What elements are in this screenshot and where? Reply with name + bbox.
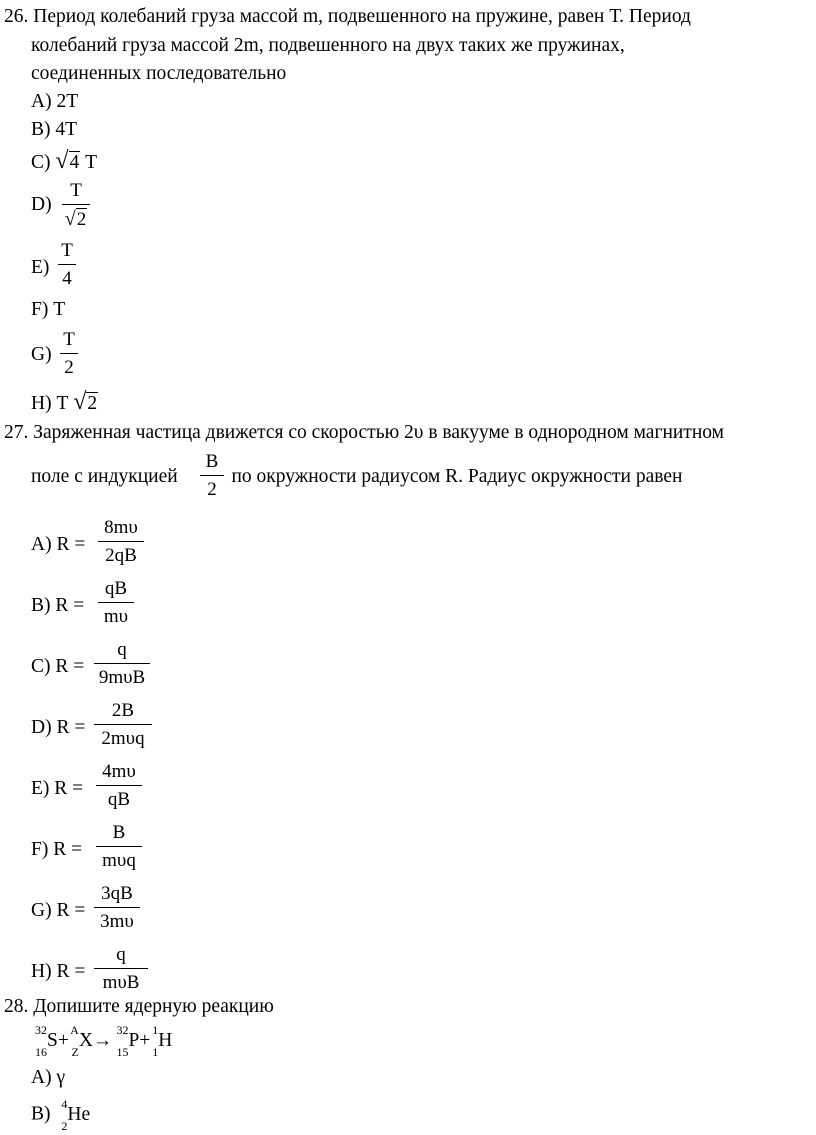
fraction-bar — [58, 264, 76, 265]
q26-option-e-label: E) — [31, 257, 50, 278]
q26-option-d[interactable] — [31, 193, 52, 217]
fraction-bar — [96, 785, 142, 786]
q26-option-c-sqrt — [55, 149, 80, 175]
q28-s-symbol: S+ — [47, 1030, 69, 1051]
q27-option-g-fraction — [94, 883, 140, 933]
mass-number: 32 — [35, 1023, 47, 1037]
fraction-bar — [98, 602, 134, 603]
q27-option-f-denominator: mυq — [102, 850, 136, 871]
q26-number: 26. — [4, 6, 29, 27]
q27-option-a-fraction — [98, 517, 144, 567]
q27-text-2-after: по окружности радиусом R. Радиус окружности равен — [231, 466, 683, 487]
q27-option-g-denominator: 3mυ — [100, 911, 134, 932]
q27-option-f-label: F) R = — [31, 839, 83, 860]
q26-option-f[interactable]: F) Т — [31, 299, 66, 320]
q26-option-c-after: Т — [85, 152, 98, 173]
q28-option-a-value: γ — [56, 1067, 66, 1088]
q27-option-a-numerator: 8mυ — [104, 517, 138, 538]
q27-option-g-label: G) R = — [31, 900, 86, 921]
q27-option-f[interactable] — [31, 838, 82, 862]
q27-option-h-numerator: q — [116, 944, 126, 965]
atomic-number: 2 — [61, 1119, 68, 1133]
fraction-bar — [94, 907, 140, 908]
q26-option-c-label: С) — [31, 152, 51, 173]
q26-option-c[interactable] — [31, 149, 97, 175]
q26-option-d-fraction — [62, 180, 90, 231]
q26-option-d-label: D) — [31, 194, 52, 215]
q26-option-g[interactable] — [31, 343, 52, 367]
q27-induction-numerator: B — [205, 451, 219, 472]
q28-option-b-label: В) — [31, 1103, 51, 1125]
sqrt-icon: √ — [73, 389, 87, 415]
q27-option-b-label: B) R = — [31, 595, 85, 616]
q27-option-c-fraction — [94, 639, 150, 689]
fraction-bar — [94, 968, 148, 969]
q27-option-a-label: A) R = — [31, 534, 86, 555]
q27-option-b-denominator: mυ — [103, 606, 129, 627]
q28-line-1 — [4, 995, 274, 1019]
q27-option-b[interactable] — [31, 594, 84, 618]
q26-option-h-sqrt — [73, 390, 98, 416]
mass-number: 4 — [61, 1097, 68, 1111]
atomic-number: 1 — [152, 1045, 159, 1059]
q26-option-d-radicand: 2 — [76, 209, 87, 230]
fraction-bar — [60, 353, 78, 354]
q27-text-1: Заряженная частица движется со скоростью 2υ в вакууме в однородном магнитном — [33, 422, 724, 443]
q27-line-2 — [31, 465, 682, 489]
q27-option-h-fraction — [94, 944, 148, 994]
q27-option-c-label: C) R = — [31, 656, 85, 677]
q27-option-a[interactable] — [31, 533, 85, 557]
q26-line-2: колебаний груза массой 2m, подвешенного на двух таких же пружинах, — [31, 35, 625, 56]
q26-line-1 — [4, 5, 691, 29]
q28-option-b[interactable] — [31, 1097, 91, 1133]
q27-option-e-denominator: qB — [107, 789, 131, 810]
q27-option-e-label: E) R = — [31, 778, 84, 799]
q26-option-d-denominator — [62, 208, 90, 231]
q27-option-d-denominator: 2mυq — [101, 728, 145, 749]
q28-p-symbol: P+ — [128, 1030, 151, 1051]
q28-reaction — [31, 1023, 173, 1059]
q26-option-e-denominator: 4 — [62, 268, 72, 289]
fraction-bar — [62, 204, 90, 205]
mass-number: A — [70, 1023, 79, 1037]
fraction-bar — [200, 475, 224, 476]
fraction-bar — [98, 541, 144, 542]
q28-x-symbol: X→ — [78, 1030, 113, 1051]
q27-option-g-numerator: 3qB — [101, 883, 133, 904]
mass-number: 1 — [152, 1023, 159, 1037]
q26-option-h-radicand: 2 — [87, 393, 98, 414]
atomic-number: 15 — [116, 1045, 129, 1059]
mass-number: 32 — [116, 1023, 129, 1037]
q27-option-c[interactable] — [31, 655, 84, 679]
atomic-number: Z — [71, 1045, 79, 1059]
q28-text: Допишите ядерную реакцию — [33, 996, 274, 1017]
fraction-bar — [96, 846, 142, 847]
q27-option-h[interactable] — [31, 960, 85, 984]
q26-option-c-radicand: 4 — [69, 152, 80, 173]
q27-option-h-denominator: mυB — [102, 972, 140, 993]
q27-option-e-numerator: 4mυ — [102, 761, 136, 782]
q27-line-1 — [4, 421, 724, 445]
sqrt-icon: √ — [64, 208, 76, 230]
q26-option-e[interactable] — [31, 256, 49, 280]
q28-h-isotope — [150, 1023, 159, 1059]
q27-option-c-numerator: q — [117, 639, 127, 660]
q28-p-isotope — [112, 1023, 129, 1059]
q27-option-g[interactable] — [31, 899, 85, 923]
q28-s-isotope — [31, 1023, 47, 1059]
q27-text-2-before: поле с индукцией — [31, 466, 178, 487]
q26-option-a[interactable]: А) 2Т — [31, 91, 79, 112]
q28-option-a[interactable] — [31, 1066, 65, 1090]
q27-option-d[interactable] — [31, 716, 85, 740]
q27-option-e[interactable] — [31, 777, 83, 801]
q28-option-b-symbol: He — [67, 1104, 91, 1125]
q27-option-b-fraction — [98, 578, 134, 628]
q26-option-e-numerator: Т — [61, 240, 73, 261]
q26-line-3: соединенных последовательно — [31, 63, 287, 84]
q28-he-isotope — [55, 1097, 68, 1133]
q28-number: 28. — [4, 996, 29, 1017]
q26-option-d-numerator: Т — [70, 180, 82, 201]
q27-induction-fraction — [200, 451, 224, 501]
atomic-number: 16 — [35, 1045, 47, 1059]
q26-option-e-fraction — [58, 240, 76, 290]
q26-option-h[interactable] — [31, 390, 98, 416]
q26-option-h-label: H) Т — [31, 393, 69, 414]
q27-option-b-numerator: qB — [104, 578, 128, 599]
q27-number: 27. — [4, 422, 29, 443]
q27-induction-denominator: 2 — [207, 479, 217, 500]
q27-option-h-label: H) R = — [31, 961, 86, 982]
fraction-bar — [94, 663, 150, 664]
sqrt-icon: √ — [55, 148, 69, 174]
fraction-bar — [94, 724, 152, 725]
q26-option-g-fraction — [60, 329, 78, 379]
q27-option-d-fraction — [94, 700, 152, 750]
q27-option-f-numerator: B — [112, 822, 126, 843]
q27-option-e-fraction — [96, 761, 142, 811]
q28-option-a-label: А) — [31, 1067, 52, 1088]
q27-option-d-numerator: 2B — [111, 700, 135, 721]
q27-option-f-fraction — [96, 822, 142, 872]
q27-option-d-label: D) R = — [31, 717, 86, 738]
q26-text-1: Период колебаний груза массой m, подвешенного на пружине, равен Т. Период — [33, 6, 691, 27]
q28-h-symbol: H — [158, 1030, 173, 1051]
q26-option-g-denominator: 2 — [64, 357, 74, 378]
q28-x-isotope — [69, 1023, 79, 1059]
q27-option-c-denominator: 9mυB — [98, 667, 146, 688]
q27-option-a-denominator: 2qB — [105, 545, 137, 566]
q26-option-g-numerator: Т — [63, 329, 75, 350]
q26-option-g-label: G) — [31, 344, 52, 365]
q26-option-b[interactable]: В) 4Т — [31, 119, 78, 140]
